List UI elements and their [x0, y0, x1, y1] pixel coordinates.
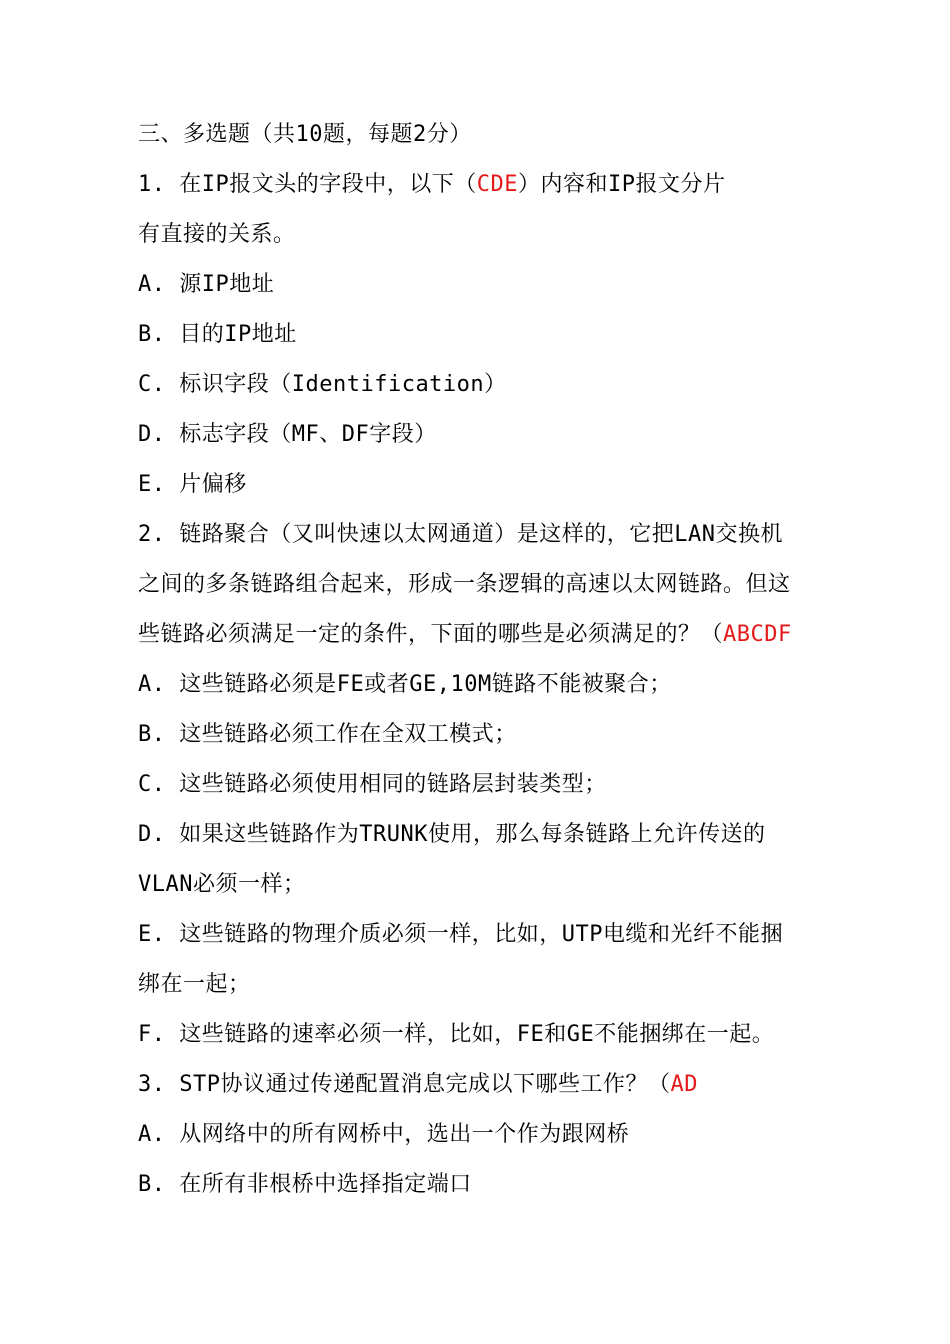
question-2-option-b: B. 这些链路必须工作在全双工模式；	[138, 722, 517, 747]
question-2-option-a: A. 这些链路必须是FE或者GE,10M链路不能被聚合；	[138, 672, 672, 697]
question-3-stem	[138, 1070, 838, 1100]
question-2-stem-line3	[138, 620, 838, 650]
question-1-answer: CDE	[476, 172, 518, 197]
question-3-answer: AD	[670, 1072, 698, 1097]
section-title: 三、多选题（共10题，每题2分）	[138, 122, 472, 147]
question-2-option-c: C. 这些链路必须使用相同的链路层封装类型；	[138, 772, 607, 797]
question-1-stem-line2: 有直接的关系。	[138, 222, 296, 247]
question-2-answer: ABCDF	[723, 622, 792, 647]
question-2-option-f: F. 这些链路的速率必须一样，比如，FE和GE不能捆绑在一起。	[138, 1022, 775, 1047]
question-2-option-e: E. 这些链路的物理介质必须一样，比如，UTP电缆和光纤不能捆	[138, 922, 783, 947]
question-1-option-d: D. 标志字段（MF、DF字段）	[138, 422, 437, 447]
question-2-option-d-cont: VLAN必须一样；	[138, 872, 306, 897]
question-1-option-c: C. 标识字段（Identification）	[138, 372, 507, 397]
question-1-option-a: A. 源IP地址	[138, 272, 275, 297]
question-2-stem-before: 些链路必须满足一定的条件，下面的哪些是必须满足的？（	[138, 622, 724, 647]
question-1-option-b: B. 目的IP地址	[138, 322, 297, 347]
question-1-option-e: E. 片偏移	[138, 472, 247, 497]
question-2-option-d: D. 如果这些链路作为TRUNK使用，那么每条链路上允许传送的	[138, 822, 766, 847]
question-1-stem-before: 1. 在IP报文头的字段中，以下（	[138, 172, 477, 197]
question-3-option-b: B. 在所有非根桥中选择指定端口	[138, 1172, 472, 1197]
question-3-option-a: A. 从网络中的所有网桥中，选出一个作为跟网桥	[138, 1122, 630, 1147]
question-2-option-e-cont: 绑在一起；	[138, 972, 251, 997]
question-2-stem-line1: 2. 链路聚合（又叫快速以太网通道）是这样的，它把LAN交换机	[138, 522, 783, 547]
question-3-stem-before: 3. STP协议通过传递配置消息完成以下哪些工作？（	[138, 1072, 671, 1097]
question-1-stem	[138, 170, 838, 200]
question-2-stem-line2: 之间的多条链路组合起来，形成一条逻辑的高速以太网链路。但这	[138, 572, 791, 597]
question-1-stem-after: ）内容和IP报文分片	[517, 172, 726, 197]
